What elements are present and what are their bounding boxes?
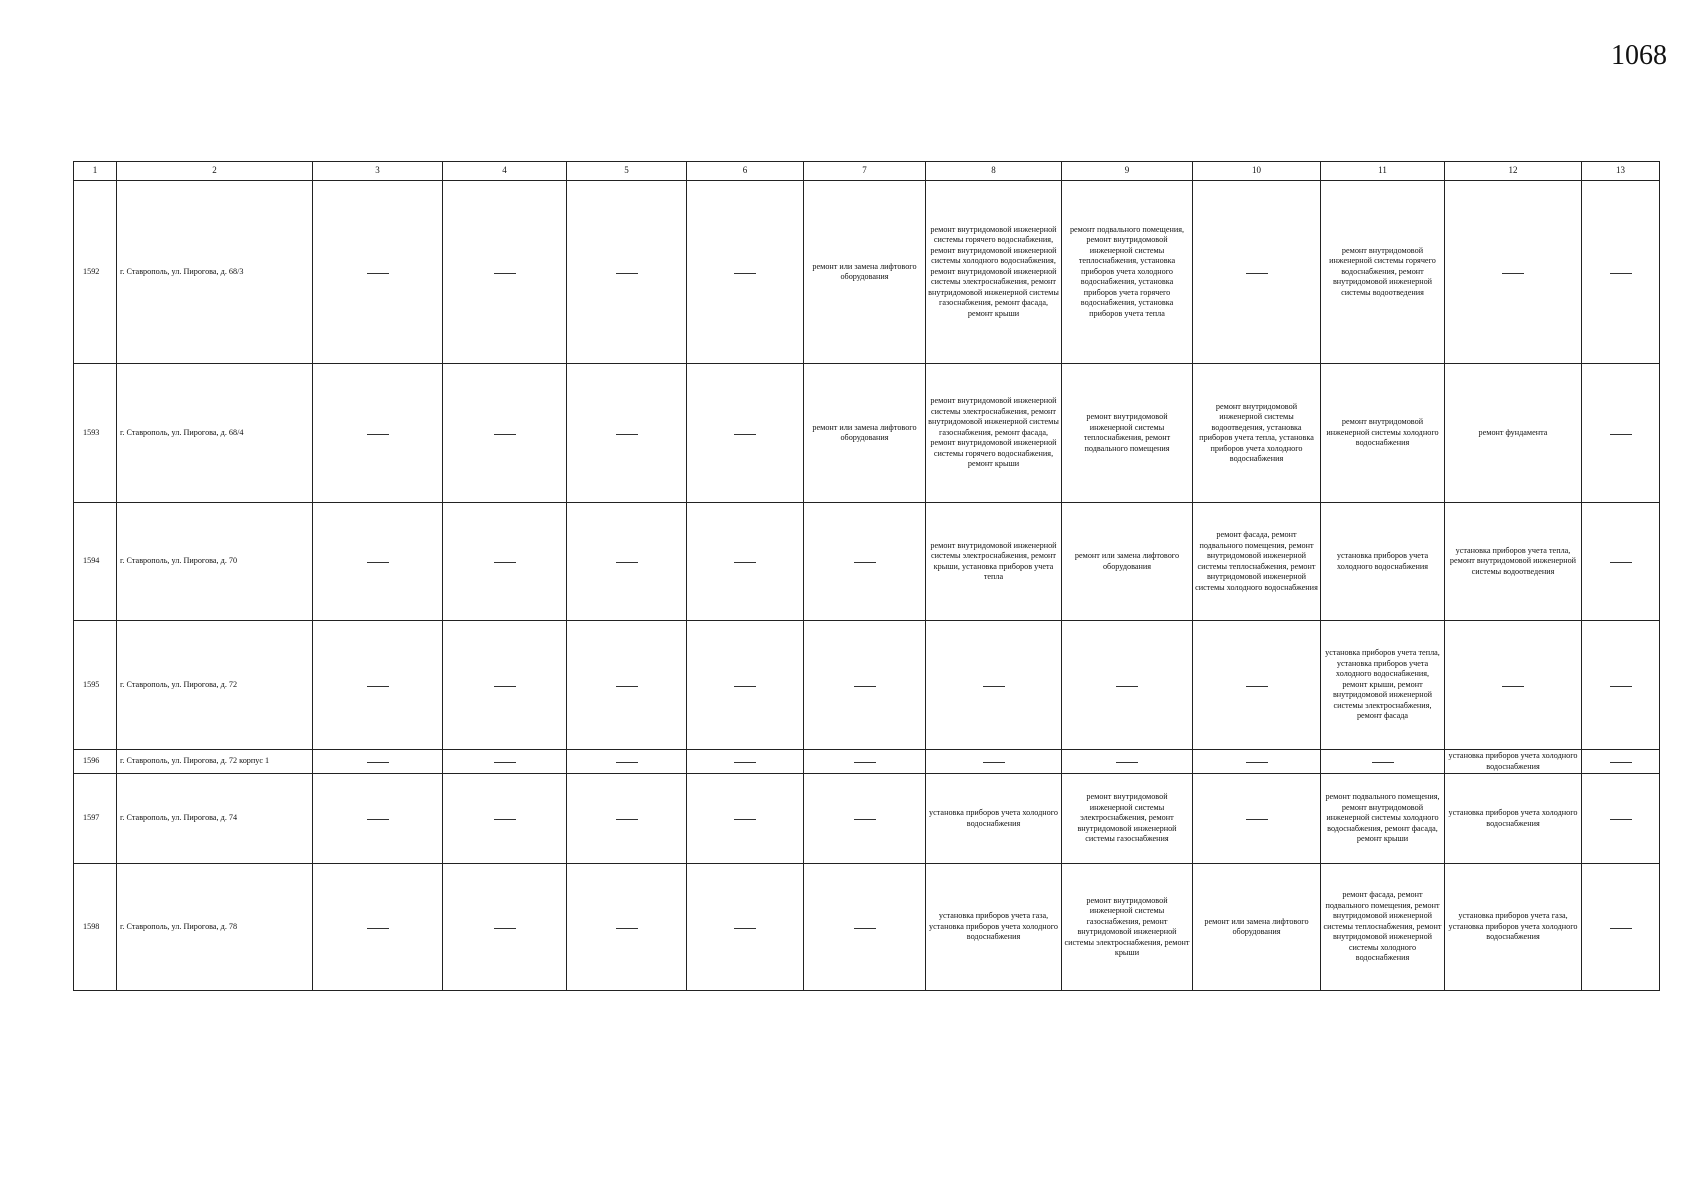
work-cell-col10 — [1193, 774, 1321, 864]
work-cell-col5 — [567, 774, 687, 864]
work-cell-col12 — [1445, 503, 1582, 621]
dash-mark — [1610, 434, 1632, 435]
work-cell-col8 — [926, 864, 1062, 991]
work-cell-col3 — [313, 774, 443, 864]
dash-mark — [1610, 562, 1632, 563]
table-row — [74, 864, 1660, 991]
work-cell-col4 — [443, 864, 567, 991]
dash-mark — [734, 273, 756, 274]
cell-text: ремонт подвального помещения, ремонт внутридомовой инженерной системы теплоснабжения, установка приборов учета холодного водоснабжения, установка приборов учета горячего водоснабжения, установка приборов учета тепла — [1069, 224, 1185, 318]
work-cell-col5 — [567, 750, 687, 774]
work-cell-col10 — [1193, 621, 1321, 750]
cell-text: ремонт или замена лифтового оборудования — [812, 261, 917, 281]
dash-mark — [1246, 686, 1268, 687]
work-cell-col7 — [804, 181, 926, 364]
work-cell-col11 — [1321, 364, 1445, 503]
column-header: 13 — [1582, 162, 1660, 181]
cell-text: г. Ставрополь, ул. Пирогова, д. 72 корпус 1 — [120, 756, 270, 766]
dash-mark — [1502, 273, 1524, 274]
dash-mark — [854, 928, 876, 929]
work-cell-col5 — [567, 864, 687, 991]
cell-text: установка приборов учета холодного водоснабжения — [1336, 551, 1429, 571]
dash-mark — [1610, 819, 1632, 820]
cell-text: 1593 — [83, 427, 100, 437]
cell-text: установка приборов учета газа, установка приборов учета холодного водоснабжения — [929, 911, 1058, 942]
cell-text: 1592 — [83, 266, 100, 276]
work-cell-col6 — [687, 503, 804, 621]
dash-mark — [854, 686, 876, 687]
cell-text: г. Ставрополь, ул. Пирогова, д. 68/3 — [120, 266, 244, 276]
cell-text: ремонт внутридомовой инженерной системы горячего водоснабжения, ремонт внутридомовой инженерной системы водоотведения — [1329, 245, 1436, 297]
work-cell-col7 — [804, 774, 926, 864]
dash-mark — [616, 434, 638, 435]
dash-mark — [367, 273, 389, 274]
work-cell-col7 — [804, 621, 926, 750]
work-cell-col3 — [313, 621, 443, 750]
address-cell — [117, 864, 313, 991]
cell-text: ремонт внутридомовой инженерной системы водоотведения, установка приборов учета тепла, установка приборов учета холодного водоснабжения — [1199, 401, 1314, 463]
work-cell-col9 — [1062, 774, 1193, 864]
dash-mark — [1246, 273, 1268, 274]
cell-text: г. Ставрополь, ул. Пирогова, д. 70 — [120, 556, 238, 566]
work-cell-col5 — [567, 503, 687, 621]
work-cell-col13 — [1582, 750, 1660, 774]
column-header: 3 — [313, 162, 443, 181]
row-number-cell — [74, 364, 117, 503]
row-number-cell — [74, 774, 117, 864]
work-cell-col7 — [804, 750, 926, 774]
address-cell — [117, 774, 313, 864]
work-cell-col12 — [1445, 181, 1582, 364]
work-cell-col11 — [1321, 181, 1445, 364]
work-cell-col10 — [1193, 503, 1321, 621]
work-cell-col9 — [1062, 621, 1193, 750]
work-cell-col3 — [313, 364, 443, 503]
cell-text: г. Ставрополь, ул. Пирогова, д. 68/4 — [120, 427, 244, 437]
work-cell-col3 — [313, 181, 443, 364]
dash-mark — [1610, 762, 1632, 763]
cell-text: 1597 — [83, 813, 100, 823]
work-cell-col13 — [1582, 774, 1660, 864]
work-cell-col6 — [687, 364, 804, 503]
work-cell-col3 — [313, 750, 443, 774]
address-cell — [117, 181, 313, 364]
dash-mark — [616, 819, 638, 820]
work-cell-col4 — [443, 181, 567, 364]
cell-text: ремонт внутридомовой инженерной системы электроснабжения, ремонт внутридомовой инженерной системы газоснабжения, ремонт фасада, ремонт внутридомовой инженерной системы горячего водоснабжения, ремонт крыши — [928, 396, 1059, 469]
work-cell-col9 — [1062, 750, 1193, 774]
work-cell-col5 — [567, 364, 687, 503]
work-cell-col11 — [1321, 750, 1445, 774]
dash-mark — [494, 686, 516, 687]
work-cell-col9 — [1062, 181, 1193, 364]
work-cell-col6 — [687, 774, 804, 864]
cell-text: 1598 — [83, 921, 100, 931]
work-cell-col8 — [926, 774, 1062, 864]
cell-text: ремонт фасада, ремонт подвального помещения, ремонт внутридомовой инженерной системы теплоснабжения, ремонт внутридомовой инженерной системы холодного водоснабжения — [1323, 890, 1442, 963]
work-cell-col4 — [443, 750, 567, 774]
row-number-cell — [74, 864, 117, 991]
work-cell-col7 — [804, 864, 926, 991]
dash-mark — [734, 562, 756, 563]
work-cell-col13 — [1582, 364, 1660, 503]
cell-text: установка приборов учета холодного водоснабжения — [1448, 808, 1578, 828]
dash-mark — [616, 273, 638, 274]
cell-text: ремонт внутридомовой инженерной системы электроснабжения, ремонт внутридомовой инженерной системы газоснабжения — [1077, 792, 1177, 844]
column-header: 4 — [443, 162, 567, 181]
column-number-row — [74, 162, 1660, 181]
table-row — [74, 503, 1660, 621]
dash-mark — [1246, 762, 1268, 763]
cell-text: ремонт фасада, ремонт подвального помещения, ремонт внутридомовой инженерной системы теплоснабжения, ремонт внутридомовой инженерной системы холодного водоснабжения — [1195, 530, 1318, 592]
cell-text: ремонт подвального помещения, ремонт внутридомовой инженерной системы холодного водоснабжения, ремонт фасада, ремонт крыши — [1325, 792, 1440, 844]
column-header: 1 — [74, 162, 117, 181]
cell-text: установка приборов учета холодного водоснабжения — [1448, 751, 1578, 771]
dash-mark — [1610, 273, 1632, 274]
cell-text: ремонт внутридомовой инженерной системы электроснабжения, ремонт крыши, установка приборов учета тепла — [930, 540, 1057, 581]
row-number-cell — [74, 181, 117, 364]
row-number-cell — [74, 503, 117, 621]
column-header: 9 — [1062, 162, 1193, 181]
dash-mark — [616, 686, 638, 687]
work-cell-col4 — [443, 503, 567, 621]
dash-mark — [616, 928, 638, 929]
dash-mark — [1116, 686, 1138, 687]
work-cell-col11 — [1321, 774, 1445, 864]
dash-mark — [734, 819, 756, 820]
cell-text: установка приборов учета тепла, ремонт внутридомовой инженерной системы водоотведения — [1449, 545, 1577, 576]
cell-text: установка приборов учета тепла, установка приборов учета холодного водоснабжения, ремонт крыши, ремонт внутридомовой инженерной системы электроснабжения, ремонт фасада — [1325, 648, 1440, 721]
column-header: 7 — [804, 162, 926, 181]
work-cell-col8 — [926, 503, 1062, 621]
work-cell-col8 — [926, 364, 1062, 503]
dash-mark — [367, 434, 389, 435]
dash-mark — [1246, 819, 1268, 820]
work-cell-col5 — [567, 181, 687, 364]
work-cell-col13 — [1582, 864, 1660, 991]
work-cell-col12 — [1445, 864, 1582, 991]
work-cell-col7 — [804, 503, 926, 621]
work-cell-col4 — [443, 364, 567, 503]
column-header: 6 — [687, 162, 804, 181]
dash-mark — [854, 819, 876, 820]
work-cell-col6 — [687, 621, 804, 750]
dash-mark — [983, 762, 1005, 763]
table-row — [74, 181, 1660, 364]
dash-mark — [854, 762, 876, 763]
cell-text: 1595 — [83, 679, 100, 689]
cell-text: ремонт или замена лифтового оборудования — [1074, 551, 1180, 571]
dash-mark — [734, 434, 756, 435]
work-cell-col3 — [313, 503, 443, 621]
column-header: 11 — [1321, 162, 1445, 181]
dash-mark — [494, 434, 516, 435]
cell-text: 1594 — [83, 556, 100, 566]
table-row — [74, 364, 1660, 503]
column-header: 8 — [926, 162, 1062, 181]
work-cell-col13 — [1582, 181, 1660, 364]
work-cell-col12 — [1445, 621, 1582, 750]
work-cell-col11 — [1321, 621, 1445, 750]
work-cell-col6 — [687, 864, 804, 991]
cell-text: г. Ставрополь, ул. Пирогова, д. 74 — [120, 813, 238, 823]
dash-mark — [367, 562, 389, 563]
row-number-cell — [74, 750, 117, 774]
cell-text: г. Ставрополь, ул. Пирогова, д. 72 — [120, 679, 238, 689]
dash-mark — [734, 928, 756, 929]
dash-mark — [734, 686, 756, 687]
cell-text: ремонт внутридомовой инженерной системы теплоснабжения, ремонт подвального помещения — [1083, 412, 1171, 453]
work-cell-col8 — [926, 750, 1062, 774]
cell-text: установка приборов учета газа, установка приборов учета холодного водоснабжения — [1448, 911, 1578, 942]
work-cell-col13 — [1582, 503, 1660, 621]
dash-mark — [1116, 762, 1138, 763]
dash-mark — [734, 762, 756, 763]
work-cell-col9 — [1062, 503, 1193, 621]
dash-mark — [367, 928, 389, 929]
dash-mark — [494, 273, 516, 274]
cell-text: 1596 — [83, 756, 100, 766]
repair-schedule-table — [73, 161, 1660, 991]
dash-mark — [983, 686, 1005, 687]
dash-mark — [367, 819, 389, 820]
work-cell-col4 — [443, 621, 567, 750]
dash-mark — [367, 762, 389, 763]
dash-mark — [1610, 928, 1632, 929]
work-cell-col13 — [1582, 621, 1660, 750]
cell-text: ремонт фундамента — [1478, 427, 1548, 437]
work-cell-col8 — [926, 181, 1062, 364]
work-cell-col10 — [1193, 364, 1321, 503]
work-cell-col6 — [687, 750, 804, 774]
work-cell-col9 — [1062, 364, 1193, 503]
cell-text: ремонт внутридомовой инженерной системы холодного водоснабжения — [1326, 417, 1439, 448]
cell-text: ремонт или замена лифтового оборудования — [1204, 916, 1309, 936]
work-cell-col4 — [443, 774, 567, 864]
work-cell-col12 — [1445, 750, 1582, 774]
work-cell-col7 — [804, 364, 926, 503]
address-cell — [117, 364, 313, 503]
dash-mark — [494, 819, 516, 820]
work-cell-col10 — [1193, 750, 1321, 774]
dash-mark — [1610, 686, 1632, 687]
address-cell — [117, 503, 313, 621]
work-cell-col5 — [567, 621, 687, 750]
table-row — [74, 750, 1660, 774]
dash-mark — [494, 928, 516, 929]
table-row — [74, 774, 1660, 864]
column-header: 10 — [1193, 162, 1321, 181]
work-cell-col6 — [687, 181, 804, 364]
work-cell-col10 — [1193, 864, 1321, 991]
dash-mark — [1502, 686, 1524, 687]
dash-mark — [494, 762, 516, 763]
dash-mark — [1372, 762, 1394, 763]
column-header: 12 — [1445, 162, 1582, 181]
dash-mark — [616, 762, 638, 763]
table-body — [74, 181, 1660, 991]
dash-mark — [494, 562, 516, 563]
dash-mark — [616, 562, 638, 563]
address-cell — [117, 621, 313, 750]
work-cell-col11 — [1321, 864, 1445, 991]
cell-text: ремонт или замена лифтового оборудования — [812, 422, 917, 442]
cell-text: ремонт внутридомовой инженерной системы горячего водоснабжения, ремонт внутридомовой инженерной системы холодного водоснабжения, ремонт внутридомовой инженерной системы электроснабжения, ремонт внутридомовой инженерной системы газоснабжения, ремонт фасада, ремонт крыши — [928, 224, 1059, 318]
work-cell-col3 — [313, 864, 443, 991]
cell-text: установка приборов учета холодного водоснабжения — [929, 808, 1058, 828]
dash-mark — [367, 686, 389, 687]
row-number-cell — [74, 621, 117, 750]
cell-text: г. Ставрополь, ул. Пирогова, д. 78 — [120, 921, 238, 931]
cell-text: ремонт внутридомовой инженерной системы газоснабжения, ремонт внутридомовой инженерной системы электроснабжения, ремонт крыши — [1064, 895, 1190, 957]
work-cell-col10 — [1193, 181, 1321, 364]
work-cell-col11 — [1321, 503, 1445, 621]
table-row — [74, 621, 1660, 750]
column-header: 2 — [117, 162, 313, 181]
work-cell-col9 — [1062, 864, 1193, 991]
page-number: 1068 — [1611, 40, 1667, 71]
address-cell — [117, 750, 313, 774]
work-cell-col12 — [1445, 774, 1582, 864]
column-header: 5 — [567, 162, 687, 181]
work-cell-col8 — [926, 621, 1062, 750]
dash-mark — [854, 562, 876, 563]
work-cell-col12 — [1445, 364, 1582, 503]
